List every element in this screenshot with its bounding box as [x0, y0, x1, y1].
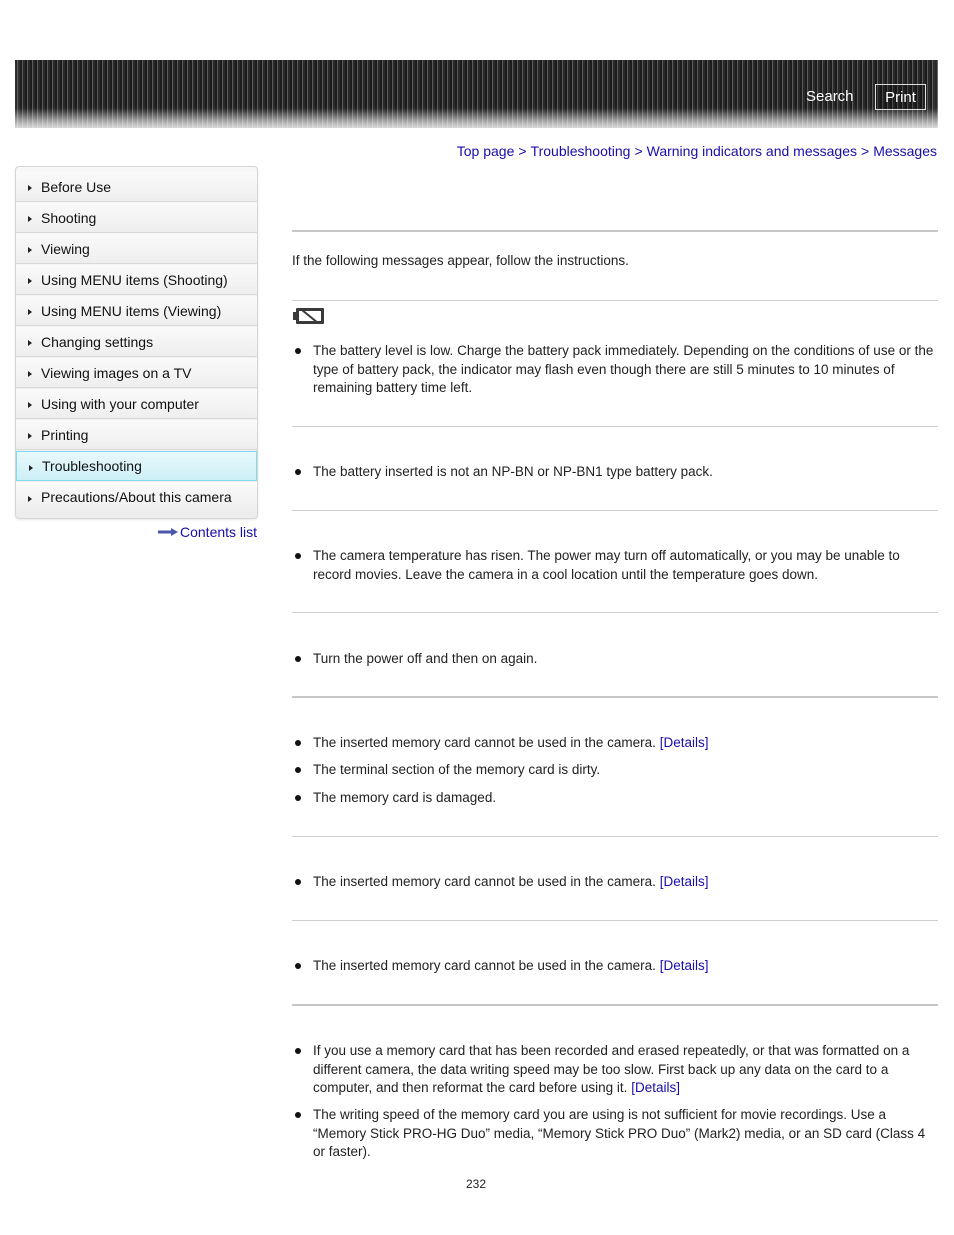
- header-bar: [15, 60, 938, 128]
- list-item: The battery level is low. Charge the battery pack immediately. Depending on the conditions of use or the type of battery pack, the indicator may flash even though there are still 5 minutes to 10 minutes of remaining battery time left.: [313, 342, 937, 398]
- section-divider: [292, 1004, 938, 1006]
- section-divider: [292, 510, 938, 511]
- sidebar-item-printing[interactable]: Printing: [16, 420, 257, 450]
- triangle-right-icon: [28, 402, 32, 408]
- sidebar-item-precautions[interactable]: Precautions/About this camera: [16, 482, 257, 512]
- sidebar-item-changing-settings[interactable]: Changing settings: [16, 327, 257, 357]
- print-button[interactable]: Print: [875, 84, 926, 110]
- list-item: The camera temperature has risen. The power may turn off automatically, or you may be unable to record movies. Leave the camera in a cool location until the temperature goes down.: [313, 547, 937, 584]
- list-item: The memory card is damaged.: [313, 789, 937, 808]
- sidebar-item-troubleshooting[interactable]: Troubleshooting: [16, 451, 257, 481]
- list-item: The writing speed of the memory card you are using is not sufficient for movie recordings. Use a “Memory Stick PRO-HG Duo” media, “Memory Stick PRO Duo” (Mark2) media, or an SD card (Class 4 or faster).: [313, 1106, 937, 1162]
- section-divider: [292, 612, 938, 613]
- section-divider: [292, 696, 938, 698]
- intro-text: If the following messages appear, follow the instructions.: [292, 253, 629, 268]
- arrow-right-icon: [158, 528, 178, 536]
- triangle-right-icon: [28, 309, 32, 315]
- triangle-right-icon: [28, 185, 32, 191]
- sidebar-item-computer[interactable]: Using with your computer: [16, 389, 257, 419]
- triangle-right-icon: [28, 433, 32, 439]
- breadcrumb: Top page > Troubleshooting > Warning indicators and messages > Messages: [456, 143, 937, 159]
- breadcrumb-messages[interactable]: Messages: [873, 143, 937, 159]
- section-divider: [292, 230, 938, 232]
- list-item: The battery inserted is not an NP-BN or NP-BN1 type battery pack.: [313, 463, 937, 482]
- sidebar-item-menu-shooting[interactable]: Using MENU items (Shooting): [16, 265, 257, 295]
- section-divider: [292, 426, 938, 427]
- triangle-right-icon: [28, 496, 32, 502]
- contents-list-link[interactable]: Contents list: [158, 524, 257, 540]
- breadcrumb-troubleshooting[interactable]: Troubleshooting: [530, 143, 631, 159]
- details-link[interactable]: [Details]: [659, 958, 709, 973]
- breadcrumb-warning-indicators[interactable]: Warning indicators and messages: [646, 143, 857, 159]
- section-divider: [292, 836, 938, 837]
- details-link[interactable]: [Details]: [631, 1080, 680, 1095]
- triangle-right-icon: [28, 278, 32, 284]
- sidebar-item-shooting[interactable]: Shooting: [16, 203, 257, 233]
- list-item: Turn the power off and then on again.: [313, 650, 937, 669]
- sidebar-item-menu-viewing[interactable]: Using MENU items (Viewing): [16, 296, 257, 326]
- list-item: The terminal section of the memory card is dirty.: [313, 761, 937, 780]
- breadcrumb-top-page[interactable]: Top page: [456, 143, 515, 159]
- sidebar-item-viewing-tv[interactable]: Viewing images on a TV: [16, 358, 257, 388]
- triangle-right-icon: [28, 216, 32, 222]
- battery-empty-icon: [293, 307, 325, 325]
- section-divider: [292, 300, 938, 301]
- sidebar-item-before-use[interactable]: Before Use: [16, 172, 257, 202]
- list-item: If you use a memory card that has been recorded and erased repeatedly, or that was formatted on a different camera, the data writing speed may be too slow. First back up any data on the card to a computer, and then reformat the card before using it. [Details]: [313, 1042, 937, 1098]
- triangle-right-icon: [28, 340, 32, 346]
- details-link[interactable]: [Details]: [659, 735, 709, 750]
- list-item: The inserted memory card cannot be used in the camera. [Details]: [313, 957, 937, 976]
- sidebar-nav: [15, 166, 258, 519]
- page-number: 232: [466, 1177, 487, 1191]
- triangle-right-icon: [28, 371, 32, 377]
- triangle-right-icon: [28, 247, 32, 253]
- list-item: The inserted memory card cannot be used in the camera. [Details]: [313, 873, 937, 892]
- search-link[interactable]: Search: [806, 88, 854, 105]
- details-link[interactable]: [Details]: [659, 874, 709, 889]
- triangle-right-icon: [29, 465, 33, 471]
- list-item: The inserted memory card cannot be used in the camera. [Details]: [313, 734, 937, 753]
- sidebar-item-viewing[interactable]: Viewing: [16, 234, 257, 264]
- section-divider: [292, 920, 938, 921]
